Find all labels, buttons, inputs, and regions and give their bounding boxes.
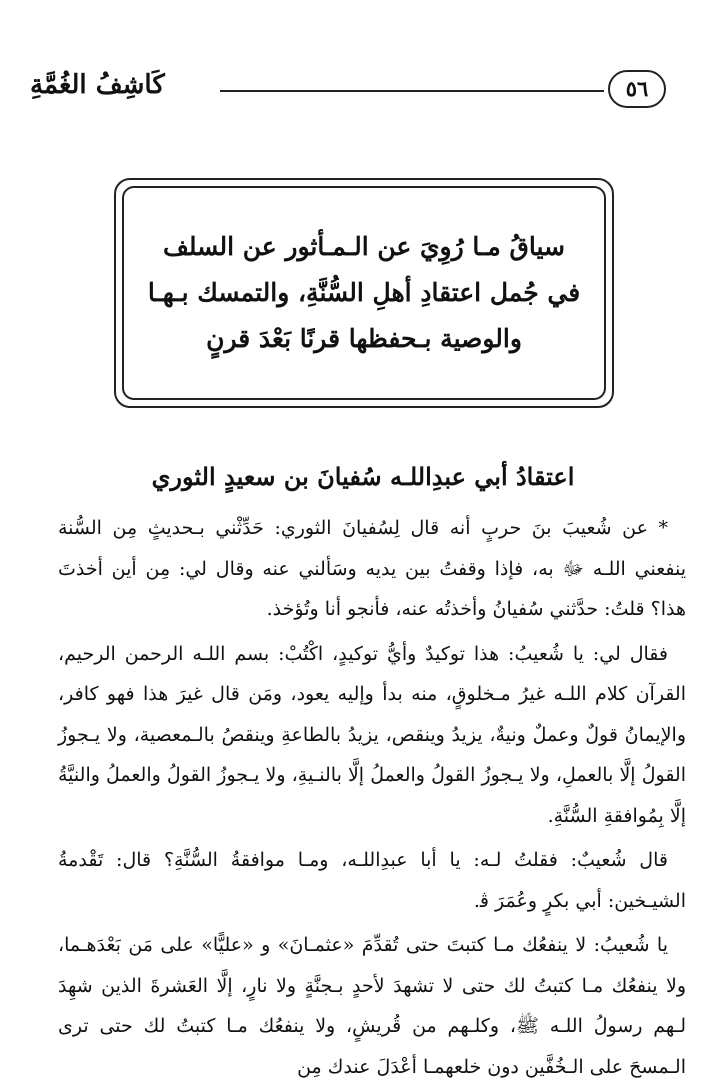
- paragraph: فقال لي: يا شُعيبُ: هذا توكيدٌ وأيُّ توكيدٍ، اكْتُبْ: بسم اللـه الرحمن الرحيم، القرآن كلام اللـه غيرُ مـخلوقٍ، منه بدأ وإليه يعود، ومَن قال غيرَ هذا فهو كافر، والإيمانُ قولٌ وعملٌ ونيةٌ، يزيدُ وينقص، يزيدُ بالطاعةِ وينقصُ بالـمعصية، ولا يـجوزُ القولُ إلَّا بالعملِ، ولا يـجوزُ القولُ والعملُ إلَّا بالنـيةِ، ولا يـجوزُ القولُ والعملُ والنيَّةُ إلَّا بِمُوافقةِ السُّنَّةِ.: [58, 642, 686, 827]
- chapter-title-box: [114, 178, 614, 408]
- paragraph: * عن شُعيبَ بنَ حربٍ أنه قال لِسُفيانَ الثوري: حَدِّثْني بـحديثٍ مِن السُّنة ينفعني اللـه ﷻ به، فإذا وقفتُ بين يديه وسَألني عنه وقال لي: مِن أين أخذتَ هذا؟ قلتُ: حدَّثني سُفيانُ وأخذتُه عنه، فأنجو أنا وتُؤخذ.: [58, 517, 686, 620]
- body-text: [58, 508, 686, 1091]
- chapter-title-line: في جُمل اعتقادِ أهلِ السُّنَّةِ، والتمسك بـهـا: [147, 278, 581, 307]
- page-header: [30, 68, 696, 108]
- chapter-title-line: والوصية بـحفظها قرنًا بَعْدَ قرنٍ: [206, 324, 522, 353]
- paragraph: قال شُعيبٌ: فقلتُ لـه: يا أبا عبدِاللـه، ومـا موافقةُ السُّنَّةِ؟ قال: تَقْدمةُ الشيـخين: أبي بكرٍ وعُمَرَ ﭬ.: [58, 849, 686, 912]
- running-book-title: كَاشِفُ الغُمَّةِ: [30, 70, 165, 100]
- chapter-title: [136, 224, 592, 362]
- header-rule: [220, 90, 604, 92]
- section-heading: اعتقادُ أبي عبدِاللـه سُفيانَ بن سعيدٍ الثوري: [151, 462, 575, 491]
- page-number-badge: ٥٦: [608, 70, 666, 108]
- paragraph: يا شُعيبُ: لا ينفعُك مـا كتبتَ حتى تُقدِّمَ «عثمـانَ» و «عليًّا» على مَن بَعْدَهـما، ولا ينفعُك مـا كتبتُ لك حتى لا تشهدَ لأحدٍ بـجنَّةٍ ولا نارٍ، إلَّا العَشرةَ الذين شهِدَ لـهم رسولُ اللـه ﷺ، وكلـهم من قُريشٍ، ولا ينفعُك مـا كتبتُ لك حتى ترى الـمسحَ على الـخُفَّين دون خلعهمـا أعْدَلَ عندك مِن: [58, 934, 686, 1078]
- chapter-title-line: سياقُ مـا رُوِيَ عن الـمـأثور عن السلف: [163, 232, 565, 261]
